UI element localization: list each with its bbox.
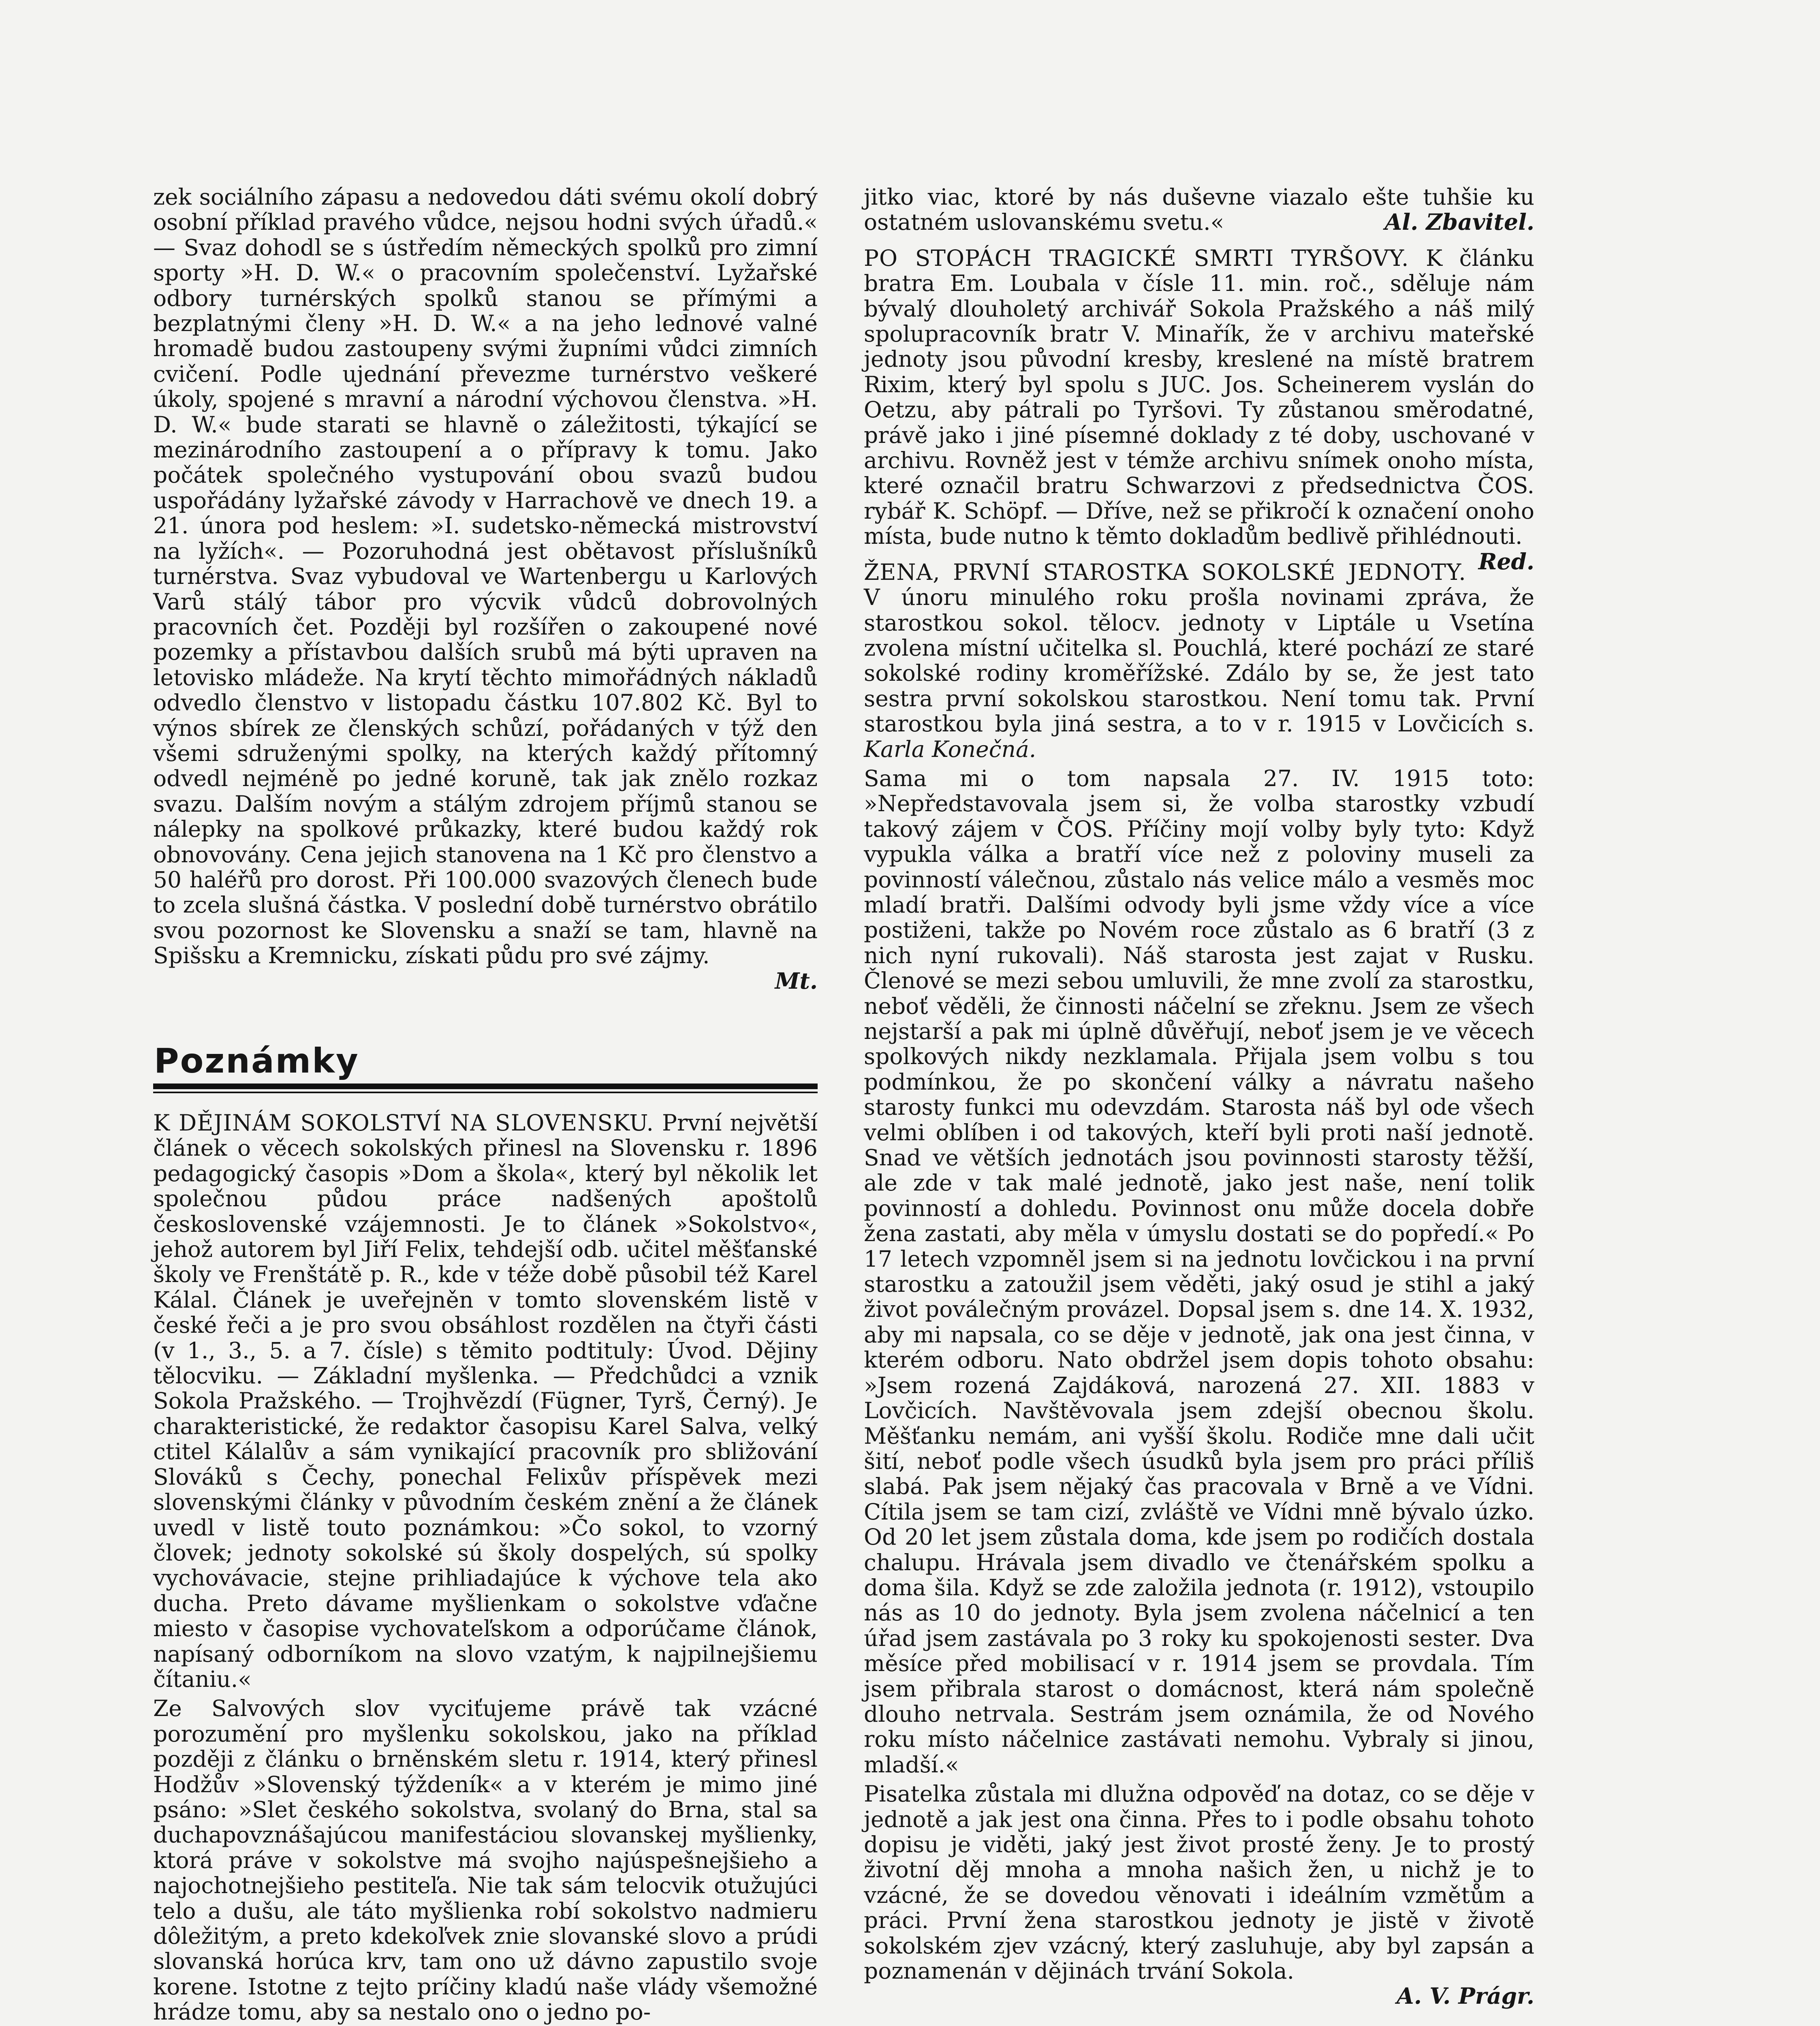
right-column <box>864 184 1534 2009</box>
note-slovakia-heading: K DĚJINÁM SOKOLSTVÍ NA SLOVENSKU. <box>153 1110 654 1136</box>
note-slovakia-text-1: První největší článek o věcech sokolských přinesl na Slovensku r. 1896 pedagogický časopis »Dom a škola«, který byl několik let společnou půdou práce nadšených apoštolů československé vzájemnosti. Je to článek »Sokolstvo«, jehož autorem byl Jiří Felix, tehdejší odb. učitel měšťanské školy ve Frenštátě p. R., kde v téže době působil též Karel Kálal. Článek je uveřejněn v tomto slovenském listě v české řeči a je pro svou obsáhlost rozdělen na čtyři části (v 1., 3., 5. a 7. čísle) s těmito podtituly: Úvod. Dějiny tělocviku. — Základní myšlenka. — Předchůdci a vznik Sokola Pražského. — Trojhvězdí (Fügner, Tyrš, Černý). Je charakteristické, že redaktor časopisu Karel Salva, velký ctitel Kálalův a sám vynikající pracovník pro sbližování Slováků s Čechy, ponechal Felixův příspěvek mezi slovenskými články v původním českém znění a že článek uvedl v listě touto poznámkou: »Čo sokol, to vzorný človek; jednoty sokolské sú školy dospelých, sú spolky vychovávacie, stejne prihliadajúce k výchove tela ako ducha. Preto dávame myšlienkam o sokolstve vďačne miesto v časopise vychovateľskom a odporúčame článok, napísaný odborníkom na slovo vzatým, k najpilnejšiemu čítaniu.« <box>153 1110 818 1692</box>
section-rule-thick <box>153 1084 818 1089</box>
note-woman-name: Karla Konečná. <box>864 736 1036 762</box>
left-column <box>153 184 818 2025</box>
notes-section-header <box>153 1041 818 1093</box>
note-woman-heading: ŽENA, PRVNÍ STAROSTKA SOKOLSKÉ JEDNOTY. <box>864 559 1466 585</box>
section-title: Poznámky <box>154 1041 359 1081</box>
note-woman-paragraph-2: Sama mi o tom napsala 27. IV. 1915 toto: »Nepředstavovala jsem si, že volba starostky vzbudí takový zájem v ČOS. Příčiny mojí volby byly tyto: Když vypukla válka a bratří více než z poloviny museli za povinností válečnou, zůstalo nás velice málo a vesměs moc mladí bratři. Dalšími odvody byli jsme vždy více a více postiženi, takže po Novém roce zůstalo as 6 bratří (3 z nich nyní rukovali). Náš starosta jest zajat v Rusku. Členové se mezi sebou umluvili, že mne zvolí za starostku, neboť věděli, že činnosti náčelní se zřeknu. Jsem ze všech nejstarší a pak mi úplně důvěřují, neboť jsem je ve věcech spolkových nikdy nezklamala. Přijala jsem volbu s tou podmínkou, že po skončení války a návratu našeho starosty funkci mu odevzdám. Starosta náš byl ode všech velmi oblíben i od takových, kteří byli proti naší jednotě. Snad ve větších jednotách jsou povinnosti starosty těžší, ale zde v tak malé jednotě, jako jest naše, není tolik povinností a dohledu. Povinnost onu může docela dobře žena zastati, aby měla v úmyslu dostati se do popředí.« Po 17 letech vzpomněl jsem si na jednotu lovčickou i na první starostku a zatoužil jsem věděti, jaký osud je stihl a jaký život poválečným provázel. Dopsal jsem s. dne 14. X. 1932, aby mi napsala, co se děje v jednotě, jak ona jest činna, v kterém odboru. Nato obdržel jsem dopis tohoto obsahu: »Jsem rozená Zajdáková, narozená 27. XII. 1883 v Lovčicích. Navštěvovala jsem zdejší obecnou školu. Měšťanku nemám, ani vyšší školu. Rodiče mne dali učit šití, neboť podle všech úsudků byla jsem pro práci příliš slabá. Pak jsem nějaký čas pracovala v Brně a ve Vídni. Cítila jsem se tam cizí, zvláště ve Vídni mně bývalo úzko. Od 20 let jsem zůstala doma, kde jsem po rodičích dostala chalupu. Hrávala jsem divadlo ve čtenářském spolku a doma šila. Když se zde založila jednota (r. 1912), vstoupilo nás as 10 do jednoty. Byla jsem zvolena náčelnicí a ten úřad jsem zastávala po 3 roky ku spokojenosti sester. Dva měsíce před mobilisací v r. 1914 jsem se provdala. Tím jsem přibrala starost o domácnost, která nám společně dlouho netrvala. Sestrám jsem oznámila, že od Nového roku místo náčelnice zastávati nemohu. Vybraly si jinou, mladší.« <box>864 765 1534 1778</box>
spacer <box>864 549 1534 560</box>
note-woman-signature: A. V. Prágr. <box>1397 1983 1534 2009</box>
note-slovakia-paragraph-2: Ze Salvových slov vyciťujeme právě tak vzácné porozumění pro myšlenku sokolskou, jako na příklad později z článku o brněnském sletu r. 1914, který přinesl Hodžův »Slovenský týždeník« a v kterém je mimo jiné psáno: »Slet českého sokolstva, svolaný do Brna, stal sa duchapovznášajúcou manifestáciou slovanskej myšlienky, ktorá práve v sokolstve má svojho najúspešnejšieho a najochotnejšieho pestiteľa. Nie tak sám telocvik otužujúci telo a dušu, ale táto myšlienka robí sokolstvo nadmieru dôležitým, a preto kdekoľvek znie slovanské slovo a prúdi slovanská horúca krv, tam ono už dávno zapustilo svoje korene. Istotne z tejto príčiny kladú naše vlády všemožné hrádze tomu, aby sa nestalo ono o jedno po- <box>153 1695 818 2025</box>
note-tyrs-signature: Red. <box>1478 548 1534 575</box>
note-tyrs-text: K článku bratra Em. Loubala v čísle 11. min. roč., sděluje nám bývalý dlouholetý archivář Sokola Pražského a náš milý spolupracovník bratr V. Minařík, že v archivu mateřské jednoty jsou původní kresby, kreslené na místě bratrem Rixim, který byl spolu s JUC. Jos. Scheinerem vyslán do Oetzu, aby pátrali po Tyršovi. Ty zůstanou směrodatné, právě jako i jiné písemné doklady z té doby, uschované v archivu. Rovněž jest v témže archivu snímek onoho místa, které označil bratru Schwarzovi z předsednictva ČOS. rybář K. Schöpf. — Dříve, než se přikročí k označení onoho místa, bude nutno k těmto dokladům bedlivě přihlédnouti. <box>864 245 1534 549</box>
note-tyrs-heading: PO STOPÁCH TRAGICKÉ SMRTI TYRŠOVY. <box>864 245 1409 271</box>
section-rule-thin <box>153 1092 818 1093</box>
note-woman-paragraph-3: Pisatelka zůstala mi dlužna odpověď na dotaz, co se děje v jednotě a jak jest ona činna. Přes to i podle obsahu tohoto dopisu je viděti, jaký jest život prosté ženy. Je to prostý životní děj mnoha a mnoha našich žen, u nichž je to vzácné, že se dovedou věnovati i ideálním vzmětům a práci. První žena starostkou jednoty je jistě v životě sokolském zjev vzácný, který zasluhuje, aby byl zapsán a poznamenán v dějinách trvání Sokola. <box>864 1781 1534 1984</box>
note-slovakia-ending <box>864 184 1534 235</box>
note-slovakia-signature: Al. Zbavitel. <box>1384 209 1534 235</box>
note-slovakia-paragraph-1 <box>153 1110 818 1692</box>
note-woman-text-1: V únoru minulého roku prošla novinami zpráva, že starostkou sokol. tělocv. jednoty v Liptále u Vsetína zvolena místní učitelka sl. Pouchlá, které pochází ze staré sokolské rodiny kroměřížské. Zdálo by se, že jest tato sestra první sokolskou starostkou. Není tomu tak. První starostkou byla jiná sestra, a to v r. 1915 v Lovčicích s. <box>864 584 1534 737</box>
continued-article-signature: Mt. <box>775 967 818 994</box>
spacer <box>864 235 1534 246</box>
note-slovakia-end-text: jitko viac, ktoré by nás duševne viazalo ešte tuhšie ku ostatném uslovanskému svetu.« <box>864 184 1534 235</box>
continued-article-text: zek sociálního zápasu a nedovedou dáti svému okolí dobrý osobní příklad pravého vůdce, nejsou hodni svých úřadů.« — Svaz dohodl se s ústředím německých spolků pro zimní sporty »H. D. W.« o pracovním společenství. Lyžařské odbory turnérských spolků stanou se přímými a bezplatnými členy »H. D. W.« a na jeho lednové valné hromadě budou zastoupeny svými župními vůdci zimních cvičení. Podle ujednání převezme turnérstvo veškeré úkoly, spojené s mravní a národní výchovou členstva. »H. D. W.« bude starati se hlavně o záležitosti, týkající se mezinárodního zastoupení a o přípravy k tomu. Jako počátek společného vystupování obou svazů budou uspořádány lyžařské závody v Harrachově ve dnech 19. a 21. února pod heslem: »I. sudetsko-německá mistrovství na lyžích«. — Pozoruhodná jest obětavost příslušníků turnérstva. Svaz vybudoval ve Wartenbergu u Karlových Varů stálý tábor pro výcvik vůdců dobrovolných pracovních čet. Později byl rozšířen o zakoupené nové pozemky a přístavbou dalších srubů má býti upraven na letovisko mládeže. Na krytí těchto mimořádných nákladů odvedlo členstvo v listopadu částku 107.802 Kč. Byl to výnos sbírek ze členských schůzí, pořádaných v týž den všemi sdruženými spolky, na kterých každý přítomný odvedl nejméně po jedné koruně, tak jak znělo rozkaz svazu. Dalším novým a stálým zdrojem příjmů stanou se nálepky na spolkové průkazky, které budou každý rok obnovovány. Cena jejich stanovena na 1 Kč pro členstvo a 50 haléřů pro dorost. Při 100.000 svazových členech bude to zcela slušná částka. V poslední době turnérstvo obrátilo svou pozornost ke Slovensku a snaží se tam, hlavně na Spišsku a Kremnicku, získati půdu pro své zájmy. <box>153 184 818 969</box>
note-woman-paragraph-1 <box>864 560 1534 762</box>
